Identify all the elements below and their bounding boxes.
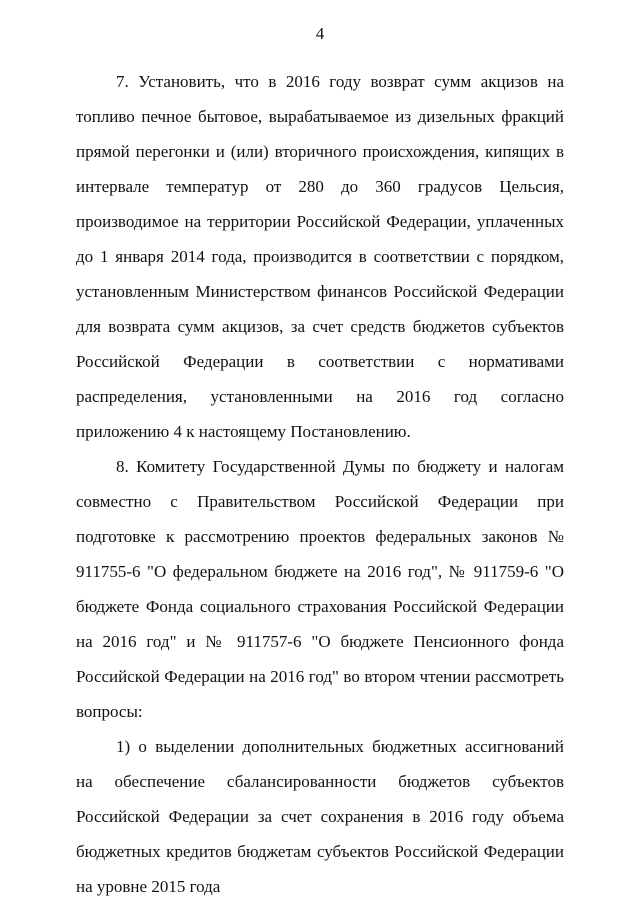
paragraph-8: 8. Комитету Государственной Думы по бюджету и налогам совместно с Правительством Российской Федерации при подготовке к рассмотрению проектов федеральных законов № 911755-6 "О федеральном бюджете на 2016 год", № 911759-6 "О бюджете Фонда социального страхования Российской Федерации на 2016 год" и № 911757-6 "О бюджете Пенсионного фонда Российской Федерации на 2016 год" во втором чтении рассмотреть вопросы: <box>76 457 564 721</box>
paragraph-7: 7. Установить, что в 2016 году возврат сумм акцизов на топливо печное бытовое, вырабатываемое из дизельных фракций прямой перегонки и (или) вторичного происхождения, кипящих в интервале температур от 280 до 360 градусов Цельсия, производимое на территории Российской Федерации, уплаченных до 1 января 2014 года, производится в соответствии с порядком, установленным Министерством финансов Российской Федерации для возврата сумм акцизов, за счет средств бюджетов субъектов Российской Федерации в соответствии с нормативами распределения, установленными на 2016 год согласно приложению 4 к настоящему Постановлению. <box>76 72 564 441</box>
paragraph-8-item-1: 1) о выделении дополнительных бюджетных ассигнований на обеспечение сбалансированности бюджетов субъектов Российской Федерации за счет сохранения в 2016 году объема бюджетных кредитов бюджетам субъектов Российской Федерации на уровне 2015 года <box>76 737 564 896</box>
page-number: 4 <box>315 24 325 43</box>
document-body <box>76 64 564 904</box>
